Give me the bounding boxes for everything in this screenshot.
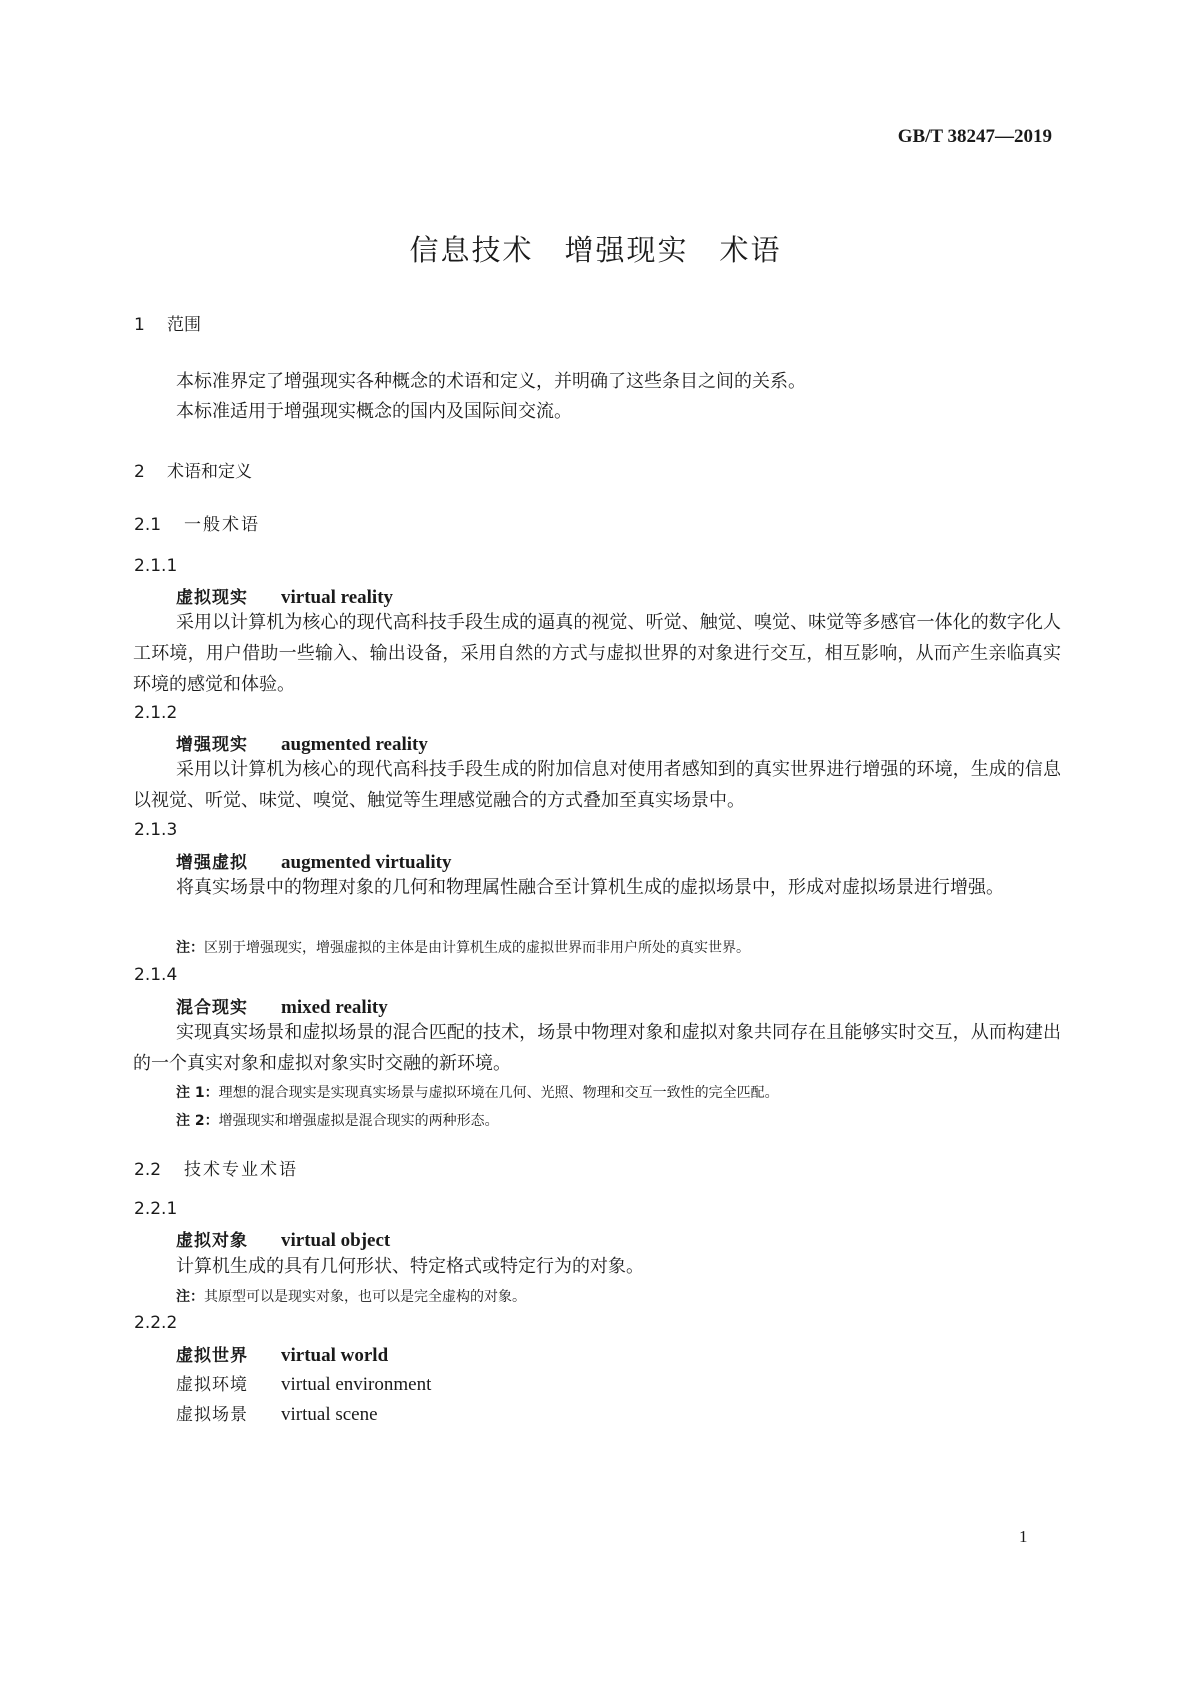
term-en: virtual environment [281, 1374, 432, 1395]
term-zh: 虚拟世界 [176, 1346, 248, 1366]
note-text: 区别于增强现实，增强虚拟的主体是由计算机生成的虚拟世界而非用户所处的真实世界。 [204, 940, 750, 956]
term-heading [176, 1226, 390, 1252]
term-heading [176, 848, 451, 874]
document-title: 信息技术 增强现实 术语 [409, 233, 782, 267]
term-heading [176, 583, 393, 609]
standard-number: GB/T 38247—2019 [897, 126, 1052, 147]
note-text: 其原型可以是现实对象，也可以是完全虚构的对象。 [204, 1289, 526, 1305]
term-en: augmented reality [281, 734, 428, 755]
term-number: 2.2.1 [134, 1199, 178, 1219]
note-label: 注 2： [176, 1113, 219, 1129]
term-en: virtual world [281, 1345, 389, 1366]
section-heading-2-2 [134, 1155, 298, 1180]
term-definition: 计算机生成的具有几何形状、特定格式或特定行为的对象。 [176, 1256, 644, 1277]
section-title: 技术专业术语 [184, 1160, 298, 1180]
term-note [176, 1082, 779, 1102]
section-title: 术语和定义 [167, 462, 252, 482]
term-number: 2.1.4 [134, 965, 178, 985]
term-en: virtual reality [281, 587, 394, 608]
section-title: 一般术语 [184, 515, 260, 535]
term-synonym [176, 1400, 378, 1426]
term-zh: 混合现实 [176, 998, 248, 1018]
section-number: 2.1 [134, 515, 162, 535]
term-en: augmented virtuality [281, 852, 452, 873]
term-definition: 实现真实场景和虚拟场景的混合匹配的技术，场景中物理对象和虚拟对象共同存在且能够实时交互，从而构建出的一个真实对象和虚拟对象实时交融的新环境。 [133, 1022, 1061, 1074]
paragraph: 本标准适用于增强现实概念的国内及国际间交流。 [176, 401, 572, 422]
note-text: 理想的混合现实是实现真实场景与虚拟环境在几何、光照、物理和交互一致性的完全匹配。 [218, 1085, 779, 1101]
term-number: 2.2.2 [134, 1313, 178, 1333]
term-number: 2.1.3 [134, 820, 178, 840]
note-label: 注 1： [176, 1085, 219, 1101]
section-number: 2 [134, 462, 145, 482]
section-title: 范围 [167, 315, 201, 335]
term-definition: 采用以计算机为核心的现代高科技手段生成的逼真的视觉、听觉、触觉、嗅觉、味觉等多感官一体化的数字化人工环境，用户借助一些输入、输出设备，采用自然的方式与虚拟世界的对象进行交互，相互影响，从而产生亲临真实环境的感觉和体验。 [133, 612, 1061, 695]
term-definition: 采用以计算机为核心的现代高科技手段生成的附加信息对使用者感知到的真实世界进行增强的环境，生成的信息以视觉、听觉、味觉、嗅觉、触觉等生理感觉融合的方式叠加至真实场景中。 [133, 759, 1061, 811]
section-heading-2 [134, 457, 252, 482]
note-label: 注： [176, 1289, 204, 1305]
term-en: virtual scene [281, 1404, 378, 1425]
term-zh: 虚拟场景 [176, 1405, 248, 1425]
term-note [176, 937, 750, 957]
term-number: 2.1.2 [134, 703, 178, 723]
term-heading [176, 993, 388, 1019]
term-note [176, 1110, 499, 1130]
term-zh: 虚拟对象 [176, 1231, 248, 1251]
note-text: 增强现实和增强虚拟是混合现实的两种形态。 [218, 1113, 499, 1129]
note-label: 注： [176, 940, 204, 956]
term-zh: 增强虚拟 [176, 853, 248, 873]
term-definition: 将真实场景中的物理对象的几何和物理属性融合至计算机生成的虚拟场景中，形成对虚拟场景进行增强。 [176, 877, 1004, 898]
term-heading [176, 1341, 388, 1367]
section-number: 2.2 [134, 1160, 162, 1180]
term-note [176, 1286, 526, 1306]
term-zh: 虚拟环境 [176, 1375, 248, 1395]
term-heading [176, 730, 428, 756]
term-zh: 增强现实 [176, 735, 248, 755]
term-synonym [176, 1370, 431, 1396]
section-heading-1 [134, 310, 201, 335]
section-heading-2-1 [134, 510, 260, 535]
term-number: 2.1.1 [134, 556, 178, 576]
term-zh: 虚拟现实 [176, 588, 248, 608]
term-en: virtual object [281, 1230, 391, 1251]
paragraph: 本标准界定了增强现实各种概念的术语和定义，并明确了这些条目之间的关系。 [176, 371, 806, 392]
page-number: 1 [1019, 1527, 1028, 1546]
term-en: mixed reality [281, 997, 388, 1018]
section-number: 1 [134, 315, 145, 335]
